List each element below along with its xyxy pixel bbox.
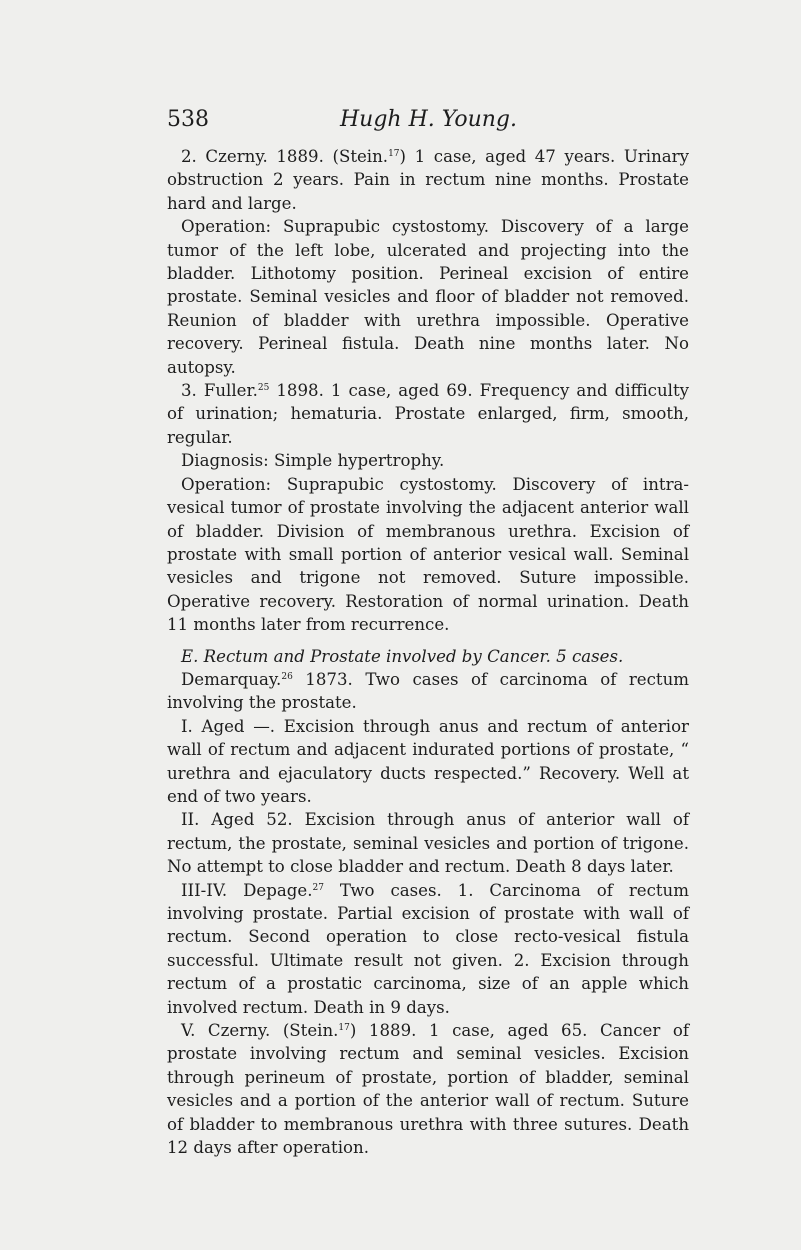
page-number: 538 (167, 107, 209, 132)
text-run: ) 1 case, aged 47 years. Urinary obstruction 2 years. Pain in rectum nine months. Prostate hard and large. (167, 147, 689, 213)
case-ii: II. Aged 52. Excision through anus of anterior wall of rectum, the prostate, seminal vesicles and portion of trigone. No attempt to close bladder and rectum. Death 8 days later. (167, 810, 689, 877)
case-i: I. Aged —. Excision through anus and rectum of anterior wall of rectum and adjacent indurated portions of prostate, “ urethra and ejaculatory ducts respected.” Recovery. Well at end of two years. (167, 716, 689, 806)
text-run: 2. Czerny. 1889. (Stein. (181, 147, 389, 166)
text-run: ) 1889. 1 case, aged 65. Cancer of prostate involving rectum and seminal vesicles. Excision through perineum of prostate, portion of bladder, seminal vesicles and a portion of the anterior wall of rectum. Suture of bladder to membranous urethra with three sutures. Death 12 days after operation. (167, 1021, 689, 1158)
operation-czerny: Operation: Suprapubic cystostomy. Discovery of a large tumor of the left lobe, ulcerated and projecting into the bladder. Lithotomy position. Perineal excision of entire prostate. Seminal vesicles and floor of bladder not removed. Reunion of bladder with urethra impossible. Operative recovery. Perineal fistula. Death nine months later. No autopsy. (167, 217, 689, 377)
text-run: 1898. 1 case, aged 69. Frequency and difficulty of urination; hematuria. Prostate enlarged, firm, smooth, regular. (167, 381, 689, 447)
text-run: V. Czerny. (Stein. (181, 1021, 339, 1041)
text-run: Two cases. 1. Carcinoma of rectum involving prostate. Partial excision of prostate with wall of rectum. Second operation to close recto-vesical fistula successful. Ultimate result not given. 2. Excision through rectum of a prostatic carcinoma, size of an apple which involved rectum. Death in 9 days. (167, 880, 689, 1017)
case-v-czerny (167, 1019, 689, 1159)
text-run: III-IV. Depage. (181, 880, 313, 900)
case-fuller-1898 (167, 379, 689, 449)
reference-marker: 17 (388, 149, 400, 159)
section-heading-e: E. Rectum and Prostate involved by Cancer. 5 cases. (181, 646, 624, 666)
case-demarquay-1873 (167, 668, 689, 715)
diagnosis-fuller: Diagnosis: Simple hypertrophy. (181, 451, 445, 471)
page-header (167, 104, 690, 136)
running-head: Hugh H. Young. (339, 107, 518, 132)
case-iii-iv-depage (167, 879, 689, 1019)
text-run: 3. Fuller. (181, 381, 258, 401)
reference-marker: 25 (257, 383, 270, 394)
body-text (167, 145, 689, 1159)
reference-marker: 17 (338, 1023, 350, 1034)
text-run: 1873. Two cases of carcinoma of rectum involving the prostate. (167, 669, 689, 713)
reference-marker: 26 (281, 671, 293, 682)
text-run: Demarquay. (181, 669, 282, 689)
operation-fuller: Operation: Suprapubic cystostomy. Discovery of intra-vesical tumor of prostate involving the adjacent anterior wall of bladder. Division of membranous urethra. Excision of prostate with small portion of anterior vesical wall. Seminal vesicles and trigone not removed. Suture impossible. Operative recovery. Restoration of normal urination. Death 11 months later from recurrence. (167, 474, 689, 635)
reference-marker: 27 (312, 882, 324, 893)
case-czerny-1889 (167, 145, 689, 215)
